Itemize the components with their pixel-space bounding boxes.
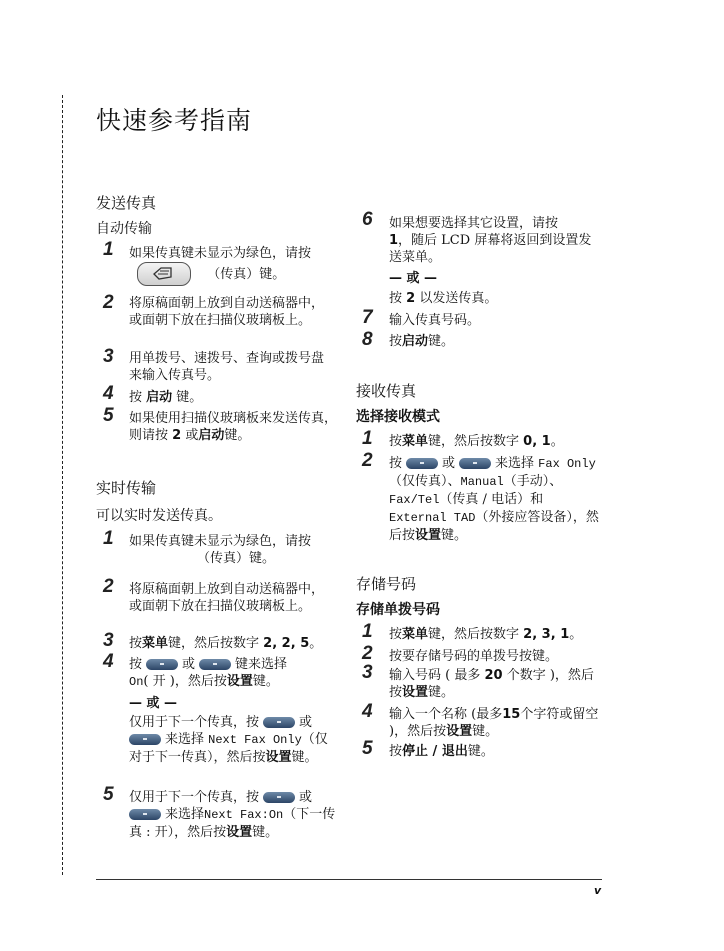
realtime-step-4-alt [129,714,339,766]
step-number: 2 [103,576,114,597]
step-text: 。 [569,627,583,642]
digit-key: 15 [502,707,521,722]
step-text: 键，然后按数字 [428,627,524,642]
fax-key-icon [137,262,191,286]
step-text: 。 [309,636,323,651]
realtime-step-4 [129,656,339,691]
step-text: （传真）键。 [207,266,286,282]
step-number: 2 [362,643,373,664]
step-number: 5 [103,405,114,426]
step-number: 3 [362,662,373,683]
or-separator: — 或 — [129,696,178,711]
digit-key: 2, 3, 1 [523,627,570,642]
step-number: 5 [103,784,114,805]
realtime-step-2: 将原稿面朝上放到自动送稿器中，或面朝下放在扫描仪玻璃板上。 [129,582,325,614]
step-text: （手动）、 [503,474,563,489]
step-number: 2 [362,450,373,471]
step-text: 键。 [472,724,499,739]
step-number: 1 [103,528,114,549]
step-text: 按 [129,657,143,672]
lcd-option: Fax Only [538,457,596,471]
realtime-step-1 [129,533,369,567]
receive-step-1 [389,433,629,450]
menu-key-label: 菜单 [402,434,429,449]
up-arrow-key-icon [263,717,295,728]
realtime-step-5 [129,789,341,841]
step-text: （外接应答设备），然后按 [389,510,599,543]
step-text: 按 [389,334,403,349]
step-text: 键。 [291,750,318,765]
auto-transmission-heading: 自动传输 [96,221,152,237]
step-text: 仅用于下一个传真，按 [129,715,260,730]
step-number: 4 [103,383,114,404]
step-number: 7 [362,307,373,328]
auto-step-1 [129,245,369,286]
step-text: 如果传真键未显示为绿色，请按 [129,534,312,549]
auto-step-3: 用单拨号、速拨号、查询或拨号盘来输入传真号。 [129,351,325,383]
lcd-option: Next Fax:On [204,808,284,822]
step-number: 3 [103,346,114,367]
lcd-option: External TAD [389,511,476,525]
step-text: 键。 [252,825,279,840]
receive-step-2 [389,455,601,544]
stop-exit-key-label: 停止 / 退出 [402,744,468,759]
step-text: 键来选择 [235,657,288,672]
cut-line [62,95,63,875]
auto-step-4 [129,389,369,406]
store-step-3 [389,667,601,701]
step-number: 1 [103,239,114,260]
send-step-6-alt [389,290,629,307]
step-number: 4 [362,701,373,722]
step-number: 1 [362,621,373,642]
store-numbers-heading: 存储号码 [356,575,417,593]
digit-key: 2 [406,291,416,306]
set-key-label: 设置 [226,674,253,689]
store-step-1 [389,626,629,643]
step-text: 如果传真键未显示为绿色，请按 [129,246,312,261]
step-text: 键。 [172,390,203,405]
digit-key: 2 [172,428,182,443]
step-text: 键。 [441,528,468,543]
start-key-label: 启动 [402,334,429,349]
receive-mode-heading: 选择接收模式 [356,409,440,425]
step-text: 按 [389,456,403,471]
step-text: 以发送传真。 [415,291,498,306]
step-text: 或 [442,456,456,471]
step-number: 8 [362,329,373,350]
step-text: 键。 [428,685,455,700]
down-arrow-key-icon [129,734,161,745]
step-number: 5 [362,738,373,759]
auto-step-2: 将原稿面朝上放到自动送稿器中，或面朝下放在扫描仪玻璃板上。 [129,296,325,328]
realtime-subheading: 可以实时发送传真。 [96,508,222,524]
digit-key: 2, 2, 5 [263,636,310,651]
step-text: 仅用于下一个传真，按 [129,790,260,805]
set-key-label: 设置 [265,750,292,765]
send-step-6 [389,215,601,266]
lcd-option: Fax/Tel [389,493,440,507]
set-key-label: 设置 [446,724,473,739]
menu-key-label: 菜单 [402,627,429,642]
step-text: 按 [129,636,143,651]
step-text: （仅传真）、 [389,474,461,489]
realtime-heading: 实时传输 [96,479,157,497]
step-text: 来选择 [165,732,205,747]
step-text: 键。 [467,744,494,759]
set-key-label: 设置 [226,825,253,840]
step-text: 来选择 [495,456,539,471]
step-text: （传真 / 电话）和 [439,492,544,507]
step-text: 按 [389,291,407,306]
lcd-option: Manual [460,475,504,489]
step-text: 或 [181,428,199,443]
step-text: 个数字 )，然后按 [389,668,594,700]
step-number: 4 [103,651,114,672]
step-text: （下一传真 : 开），然后按 [129,807,336,840]
send-step-7: 输入传真号码。 [389,313,481,328]
digit-key: 1 [389,233,399,248]
step-text: 键。 [252,674,279,689]
step-text: 按 [389,627,403,642]
step-text: ( 开 )，然后按 [143,674,227,689]
step-text: 键，然后按数字 [428,434,524,449]
step-text: 键。 [224,428,251,443]
step-number: 3 [103,630,114,651]
up-arrow-key-icon [146,659,178,670]
up-arrow-key-icon [263,792,295,803]
step-text: 如果使用扫描仪玻璃板来发送传真，则请按 [129,411,338,443]
step-number: 1 [362,428,373,449]
footer-rule [96,879,602,880]
store-one-touch-heading: 存储单拨号码 [356,602,440,618]
step-text: （传真）键。 [197,551,276,566]
down-arrow-key-icon [199,659,231,670]
lcd-option: Next Fax Only [208,733,302,747]
step-text: 键。 [428,334,455,349]
step-text: 如果想要选择其它设置，请按 [389,216,559,231]
step-text: 按 [129,390,147,405]
down-arrow-key-icon [459,458,491,469]
realtime-step-3 [129,635,369,652]
step-text: 来选择 [165,807,205,822]
start-key-label: 启动 [198,428,225,443]
step-text: （仅对于下一传真），然后按 [129,732,328,765]
step-text: 或 [182,657,196,672]
store-step-4 [389,706,601,740]
page-title: 快速参考指南 [96,106,253,135]
down-arrow-key-icon [129,809,161,820]
step-text: 按 [389,744,403,759]
store-step-5 [389,743,629,760]
digit-key: 20 [484,668,503,683]
step-text: 或 [299,790,313,805]
set-key-label: 设置 [402,685,429,700]
or-separator: — 或 — [389,271,438,286]
step-text: 。 [550,434,564,449]
menu-key-label: 菜单 [142,636,169,651]
set-key-label: 设置 [415,528,442,543]
send-fax-heading: 发送传真 [96,194,157,212]
lcd-option: On [129,675,144,689]
step-text: 个字符或留空 )，然后按 [389,707,599,739]
auto-step-5 [129,410,339,444]
up-arrow-key-icon [406,458,438,469]
store-step-2: 按要存储号码的单拨号按键。 [389,649,559,664]
step-text: 键，然后按数字 [168,636,264,651]
step-number: 2 [103,292,114,313]
step-text: 输入号码 ( 最多 [389,668,485,683]
step-text: 或 [299,715,313,730]
step-text: 输入一个名称 (最多 [389,707,503,722]
send-step-8 [389,333,629,350]
start-key-label: 启动 [146,390,173,405]
step-number: 6 [362,209,373,230]
receive-fax-heading: 接收传真 [356,382,417,400]
digit-key: 0, 1 [523,434,551,449]
step-text: ，随后 LCD 屏幕将返回到设置发送菜单。 [389,233,592,265]
page-number: v [594,884,602,897]
step-text: 按 [389,434,403,449]
